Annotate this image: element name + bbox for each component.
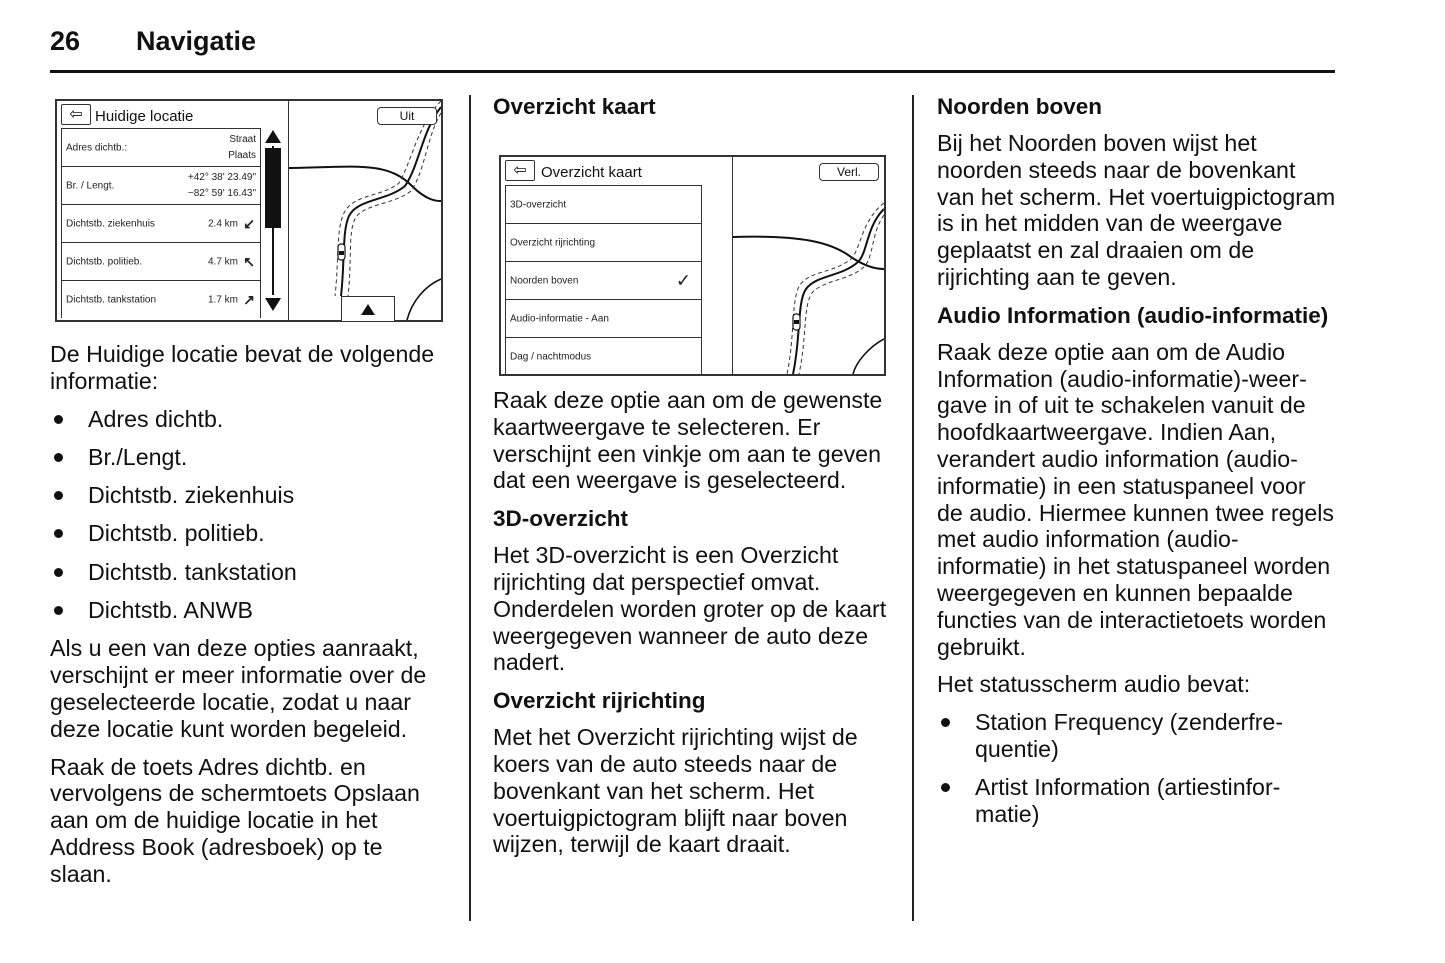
row-value: +42° 38' 23.49" — [187, 171, 256, 183]
bullet-icon — [54, 415, 63, 424]
section-heading: Overzicht kaart — [493, 94, 656, 119]
bullet-icon — [54, 568, 63, 577]
bullet-text: Br./Lengt. — [88, 443, 188, 470]
back-arrow-icon: ⇦ — [69, 105, 83, 123]
map-route-edge — [335, 101, 441, 296]
bullet-icon — [54, 453, 63, 462]
map-route-edge — [799, 215, 884, 374]
section-heading: Audio Information (audio-informatie) — [937, 302, 1329, 328]
column-divider — [469, 95, 471, 921]
row-value: −82° 59' 16.43" — [187, 187, 256, 199]
row-distance: 1.7 km — [207, 294, 238, 305]
bullet-icon — [941, 718, 950, 727]
map-route — [341, 107, 441, 296]
page-header — [50, 26, 1335, 74]
row-label: Dichtstb. politieb. — [66, 256, 143, 267]
row-value: Straat — [229, 133, 256, 145]
option-label: Overzicht rijrichting — [510, 237, 596, 248]
list-item — [50, 597, 450, 624]
option-label: Dag / nachtmodus — [510, 351, 592, 362]
direction-northeast-icon: ↗ — [243, 291, 255, 307]
bullet-text: Dichtstb. ziekenhuis — [88, 482, 295, 509]
checkmark-icon: ✓ — [675, 270, 691, 290]
map-road — [289, 167, 441, 201]
paragraph: Als u een van deze opties aanraakt, verschijnt er meer informatie over de geselecteerde locatie, zodat u naar deze locatie kunt worden begeleid. — [50, 635, 427, 742]
paragraph: Het statusscherm audio bevat: — [937, 671, 1251, 698]
header-rule — [50, 70, 1335, 73]
paragraph: Bij het Noorden boven wijst het noorden steeds naar de bovenkant van het scherm. Het voertuigpictogram is in het midden van de weergave geplaatst en zal draaien om de rijrichting aan te geven. — [937, 130, 1336, 290]
figure-map-view-screen — [499, 155, 886, 376]
row-label: Dichtstb. tankstation — [66, 294, 157, 305]
row-label: Br. / Lengt. — [66, 180, 115, 191]
list-item — [50, 559, 450, 586]
map-view[interactable] — [501, 157, 884, 374]
bullet-icon — [54, 606, 63, 615]
row-value: Plaats — [228, 149, 256, 161]
list-item — [50, 520, 450, 547]
map-road — [733, 237, 884, 269]
paragraph: Raak deze optie aan om de gewenste kaartweergave te selecteren. Er verschijnt een vinkje om aan te geven dat een weergave is geselecteerd. — [493, 387, 883, 494]
list-item — [50, 444, 450, 471]
column-1 — [50, 341, 450, 899]
option-label: 3D-overzicht — [510, 199, 567, 210]
section-heading: Overzicht rijrichting — [493, 688, 706, 714]
section-title: Navigatie — [136, 26, 257, 56]
bullet-text: Dichtstb. ANWB — [88, 597, 253, 624]
north-arrow-icon — [361, 304, 375, 315]
figure-current-location-screen — [55, 99, 443, 322]
bullet-icon — [941, 783, 950, 792]
map-view[interactable] — [57, 101, 441, 320]
row-distance: 2.4 km — [207, 218, 238, 229]
column-2 — [493, 387, 898, 869]
list-item — [50, 482, 450, 509]
paragraph: Met het Overzicht rijrichting wijst de koers van de auto steeds naar de bovenkant van het scherm. Het voertuigpictogram blijft naar boven wijzen, terwijl de kaart draait. — [493, 724, 858, 858]
section-heading: Noorden boven — [937, 94, 1103, 119]
screen-title: Huidige locatie — [95, 108, 194, 125]
map-road — [853, 339, 884, 374]
recenter-button[interactable] — [341, 296, 395, 321]
bullet-text: Dichtstb. tankstation — [88, 558, 297, 585]
paragraph: Het 3D-overzicht is een Overzicht rijrichting dat perspectief omvat. Onderdelen worden groter op de kaart weergegeven wanneer de auto deze nadert. — [493, 542, 887, 676]
bullet-text: Adres dichtb. — [88, 405, 224, 432]
list-item — [937, 774, 1337, 828]
column-3 — [937, 93, 1337, 839]
column-2-heading-block — [493, 93, 898, 130]
option-label: Audio-informatie - Aan — [510, 313, 609, 324]
paragraph: Raak deze optie aan om de Audio Information (audio-informatie)-weergave in of uit te schakelen vanuit de hoofdkaartweergave. Indien Aan, verandert audio information (audio-informatie) in een statuspaneel voor de audio. Hiermee kunnen twee regels met audio information (audio-informatie) in het statuspaneel worden weergegeven en kunnen bepaalde functies van de interactietoets worden gebruikt. — [937, 338, 1335, 660]
direction-northwest-icon: ↖ — [243, 253, 255, 269]
audio-status-bullet-list — [937, 709, 1337, 828]
bullet-text: Station Frequency (zenderfrequentie) — [975, 709, 1284, 762]
row-distance: 4.7 km — [207, 256, 238, 267]
back-to-map-button[interactable]: Verl. — [819, 163, 879, 181]
info-bullet-list — [50, 406, 450, 624]
bullet-icon — [54, 491, 63, 500]
off-button[interactable]: Uit — [377, 107, 437, 125]
intro-paragraph: De Huidige locatie bevat de volgende informatie: — [50, 341, 435, 394]
direction-southwest-icon: ↙ — [243, 215, 255, 231]
map-road — [407, 279, 441, 320]
list-item — [937, 709, 1337, 763]
column-divider — [912, 95, 914, 921]
row-label: Dichtstb. ziekenhuis — [66, 218, 155, 229]
bullet-text: Dichtstb. politieb. — [88, 520, 265, 547]
section-heading: 3D-overzicht — [493, 506, 629, 532]
option-label: Noorden boven — [510, 275, 579, 286]
bullet-text: Artist Information (artiestinformatie) — [975, 774, 1281, 828]
list-item — [50, 406, 450, 433]
row-label: Adres dichtb.: — [66, 142, 128, 153]
paragraph: Raak de toets Adres dichtb. en vervolgens de schermtoets Opslaan aan om de huidige locatie in het Address Book (adresboek) op te slaan. — [50, 753, 420, 887]
page-number: 26 — [50, 26, 81, 56]
screen-title: Overzicht kaart — [541, 164, 642, 181]
back-arrow-icon: ⇦ — [513, 161, 527, 179]
bullet-icon — [54, 529, 63, 538]
